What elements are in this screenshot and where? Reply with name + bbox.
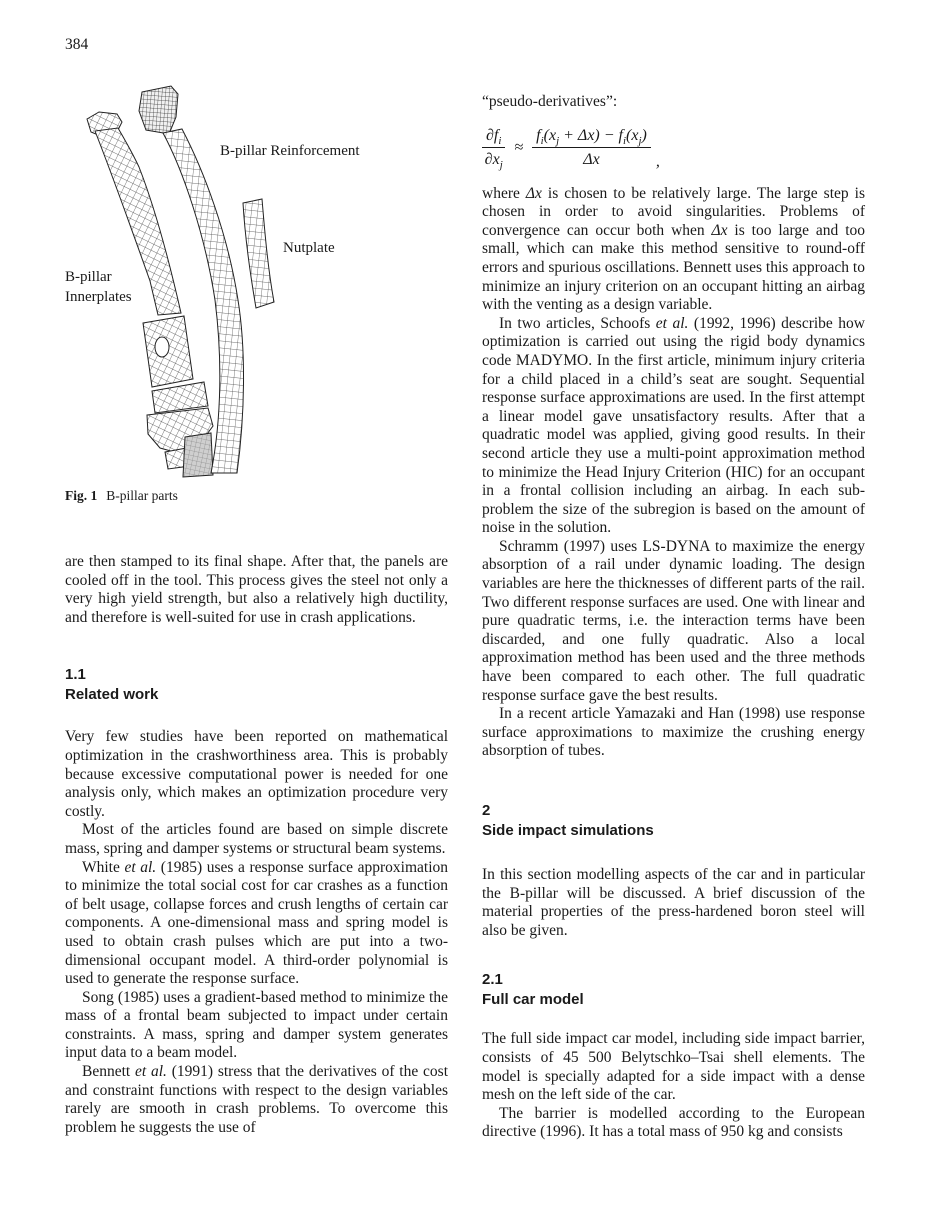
section-number: 2.1 [482, 971, 503, 989]
paragraph: Song (1985) uses a gradient-based method to minimize the mass of a frontal beam subjected to impact under certain constraints. A mass, spring and damper system generates input data to a beam model. [65, 988, 448, 1062]
section-title: Full car model [482, 991, 584, 1009]
paragraph: Schramm (1997) uses LS-DYNA to maximize the energy absorption of a rail under dynamic loading. The design variables are here the thicknesses of different parts of the rail. Two different response surfaces are used. One with linear and pure quadratic terms, i.e. the interaction terms have been discarded, and one fully quadratic. Also a local approximation method has been used and the three methods have been compared to each other. The full quadratic response surface gave the best results. [482, 537, 865, 704]
section-title: Related work [65, 686, 159, 704]
paragraph: Most of the articles found are based on simple discrete mass, spring and damper systems or structural beam systems. [65, 821, 448, 857]
section-title: Side impact simulations [482, 822, 654, 839]
section-number: 1.1 [65, 666, 86, 684]
equation-tail: , [655, 152, 660, 170]
page-number: 384 [65, 36, 89, 53]
figure-label-nutplate: Nutplate [283, 240, 335, 256]
nutplate-mesh [243, 199, 274, 308]
section-heading-side-impact [482, 801, 865, 841]
paragraph: The barrier is modelled according to the European directive (1996). It has a total mass of 950 kg and consists [482, 1104, 865, 1141]
paragraph: Very few studies have been reported on mathematical optimization in the crashworthiness area. This is probably because excessive computational power is needed for one analysis only, which makes an optimization procedure very costly. [65, 728, 448, 820]
equation-relation: ≈ [514, 139, 524, 157]
paragraph: White et al. (1985) uses a response surface approximation to minimize the total social cost for car crashes as a function of belt usage, collapse forces and crush lengths of certain car components. A one-dimensional mass and spring model is used to obtain crash pulses which are put into a two-dimensional occupant model. A third-order polynomial is used to generate the response surface. [65, 858, 448, 988]
figure-1 [65, 85, 450, 483]
paragraph: where Δx is chosen to be relatively large. The large step is chosen in order to avoid singularities. Problems of convergence can occur both when Δx is too large and too small, which can make this method sensitive to round-off errors and spurious oscillations. Bennett uses this approach to minimize an injury criterion on an occupant hitting an airbag with the venting as a design variable. [482, 184, 866, 314]
figure-caption-text: B-pillar parts [106, 488, 178, 503]
figure-label-reinforcement: B-pillar Reinforcement [220, 143, 360, 159]
paragraph: In a recent article Yamazaki and Han (1998) use response surface approximations to maximize the crushing energy absorption of tubes. [482, 705, 865, 760]
paragraph: In two articles, Schoofs et al. (1992, 1996) describe how optimization is carried out using the rigid body dynamics code MADYMO. In the first article, minimum injury criteria for a child placed in a child’s seat are sought. Sequential response surface approximations are used. In the first attempt a linear model gave unsatisfactory results. After that a quadratic model was applied, giving good results. In their second article they use a multi-point approximation method to minimize the Head Injury Criterion (HIC) for an occupant in a frontal collision including an airbag. In each sub-problem the size of the subregion is based on the amount of noise in the solution. [482, 314, 866, 537]
left-column [65, 85, 448, 1137]
equation-pseudo-derivative [482, 125, 865, 171]
section-heading-related-work [65, 665, 448, 705]
figure-caption [65, 487, 448, 504]
section-heading-full-car-model [482, 970, 865, 1010]
paragraph: The full side impact car model, including side impact barrier, consists of 45 500 Belytschko–Tsai shell elements. The model is specially adapted for a side impact with a dense mesh on the left side of the car. [482, 1030, 865, 1104]
right-column [482, 85, 865, 1142]
paragraph: “pseudo-derivatives”: [482, 93, 618, 110]
paragraph: Bennett et al. (1991) stress that the derivatives of the cost and constraint functions with respect to the design variables rarely are smooth in crash problems. To overcome this problem he suggests the use of [65, 1063, 448, 1136]
equation-lhs-fraction: $\frac{\partial f_i}{\partial x_j}$ [482, 126, 505, 169]
paragraph: In this section modelling aspects of the car and in particular the B-pillar will be discussed. A brief discussion of the material properties of the press-hardened boron steel will also be given. [482, 866, 865, 939]
equation-rhs-fraction: $\frac{f_i(x_j + \Delta x) - f_i(x_j)}{\Delta x}$ [532, 126, 651, 169]
figure-caption-tag: Fig. 1 [65, 488, 98, 503]
section-number: 2 [482, 802, 491, 819]
figure-label-innerplates: B-pillar Innerplates [65, 269, 132, 305]
paragraph: are then stamped to its final shape. After that, the panels are cooled off in the tool. This process gives the steel not only a very high yield strength, but also a relatively high ductility, and therefore is well-suited for use in crash applications. [65, 553, 448, 626]
